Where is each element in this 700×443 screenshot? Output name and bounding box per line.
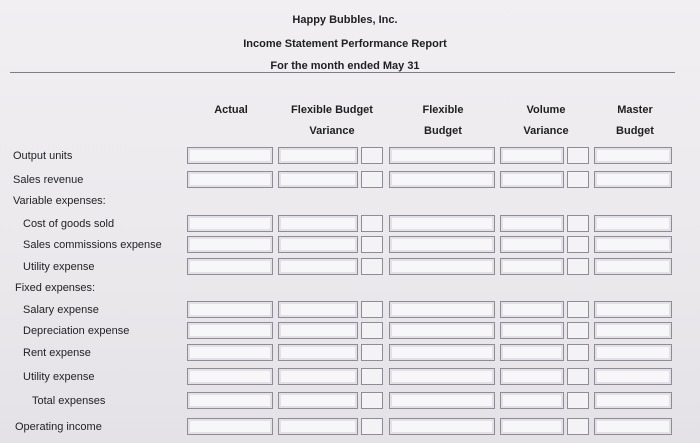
column-header	[280, 100, 384, 142]
master-budget-input[interactable]	[594, 215, 672, 232]
volume-variance-input[interactable]	[500, 171, 564, 188]
column-header-line1: Actual	[214, 104, 248, 116]
master-budget-input[interactable]	[594, 258, 672, 275]
master-budget-input[interactable]	[594, 418, 672, 435]
company-name: Happy Bubbles, Inc.	[292, 14, 398, 26]
volume-variance-input[interactable]	[500, 368, 564, 385]
column-header-line2: Variance	[309, 125, 355, 137]
master-budget-input[interactable]	[594, 171, 672, 188]
flexible-budget-input[interactable]	[389, 147, 495, 164]
flexible-budget-variance-type[interactable]	[361, 147, 383, 164]
actual-input[interactable]	[187, 392, 273, 409]
volume-variance-type[interactable]	[567, 301, 589, 318]
row-label: Variable expenses:	[13, 195, 106, 207]
master-budget-input[interactable]	[594, 344, 672, 361]
volume-variance-input[interactable]	[500, 301, 564, 318]
actual-input[interactable]	[187, 258, 273, 275]
column-header	[205, 100, 257, 121]
flexible-budget-input[interactable]	[389, 236, 495, 253]
flexible-budget-variance-input[interactable]	[278, 368, 358, 385]
column-header-line1: Flexible	[422, 104, 464, 116]
volume-variance-type[interactable]	[567, 392, 589, 409]
flexible-budget-variance-type[interactable]	[361, 301, 383, 318]
row-label: Utility expense	[23, 261, 95, 273]
flexible-budget-input[interactable]	[389, 392, 495, 409]
volume-variance-input[interactable]	[500, 258, 564, 275]
row-label: Depreciation expense	[23, 325, 130, 337]
flexible-budget-variance-input[interactable]	[278, 236, 358, 253]
flexible-budget-variance-type[interactable]	[361, 215, 383, 232]
flexible-budget-variance-input[interactable]	[278, 258, 358, 275]
flexible-budget-variance-type[interactable]	[361, 344, 383, 361]
volume-variance-type[interactable]	[567, 258, 589, 275]
actual-input[interactable]	[187, 147, 273, 164]
volume-variance-input[interactable]	[500, 392, 564, 409]
column-header-line1: Volume	[526, 104, 566, 116]
column-header	[605, 100, 665, 142]
master-budget-input[interactable]	[594, 368, 672, 385]
actual-input[interactable]	[187, 215, 273, 232]
column-header-line2: Variance	[523, 125, 569, 137]
volume-variance-input[interactable]	[500, 344, 564, 361]
flexible-budget-input[interactable]	[389, 215, 495, 232]
report-title: Income Statement Performance Report	[243, 38, 447, 50]
actual-input[interactable]	[187, 301, 273, 318]
actual-input[interactable]	[187, 418, 273, 435]
volume-variance-input[interactable]	[500, 215, 564, 232]
row-label: Cost of goods sold	[23, 218, 115, 230]
flexible-budget-variance-input[interactable]	[278, 215, 358, 232]
flexible-budget-variance-input[interactable]	[278, 301, 358, 318]
flexible-budget-variance-input[interactable]	[278, 147, 358, 164]
volume-variance-type[interactable]	[567, 215, 589, 232]
flexible-budget-variance-type[interactable]	[361, 418, 383, 435]
column-header	[412, 100, 474, 142]
volume-variance-input[interactable]	[500, 147, 564, 164]
actual-input[interactable]	[187, 236, 273, 253]
volume-variance-type[interactable]	[567, 147, 589, 164]
flexible-budget-variance-input[interactable]	[278, 418, 358, 435]
row-label: Utility expense	[23, 371, 95, 383]
master-budget-input[interactable]	[594, 301, 672, 318]
row-label: Operating income	[15, 421, 102, 433]
actual-input[interactable]	[187, 322, 273, 339]
flexible-budget-variance-input[interactable]	[278, 344, 358, 361]
row-label: Salary expense	[23, 304, 99, 316]
report-period: For the month ended May 31	[270, 60, 420, 72]
flexible-budget-input[interactable]	[389, 301, 495, 318]
volume-variance-input[interactable]	[500, 322, 564, 339]
flexible-budget-input[interactable]	[389, 418, 495, 435]
volume-variance-type[interactable]	[567, 418, 589, 435]
flexible-budget-input[interactable]	[389, 258, 495, 275]
row-label: Fixed expenses:	[15, 282, 96, 294]
flexible-budget-variance-input[interactable]	[278, 322, 358, 339]
volume-variance-type[interactable]	[567, 322, 589, 339]
flexible-budget-variance-type[interactable]	[361, 368, 383, 385]
master-budget-input[interactable]	[594, 236, 672, 253]
volume-variance-input[interactable]	[500, 418, 564, 435]
row-label: Total expenses	[32, 395, 106, 407]
row-label: Sales commissions expense	[23, 239, 162, 251]
column-header-line2: Budget	[616, 125, 654, 137]
flexible-budget-input[interactable]	[389, 344, 495, 361]
column-header-line2: Budget	[424, 125, 462, 137]
flexible-budget-input[interactable]	[389, 368, 495, 385]
flexible-budget-variance-type[interactable]	[361, 258, 383, 275]
flexible-budget-variance-type[interactable]	[361, 171, 383, 188]
flexible-budget-variance-input[interactable]	[278, 392, 358, 409]
row-label: Output units	[13, 150, 73, 162]
row-label: Rent expense	[23, 347, 91, 359]
actual-input[interactable]	[187, 368, 273, 385]
flexible-budget-input[interactable]	[389, 171, 495, 188]
flexible-budget-variance-type[interactable]	[361, 322, 383, 339]
column-header-line1: Master	[617, 104, 653, 116]
actual-input[interactable]	[187, 171, 273, 188]
volume-variance-type[interactable]	[567, 236, 589, 253]
master-budget-input[interactable]	[594, 392, 672, 409]
volume-variance-type[interactable]	[567, 368, 589, 385]
master-budget-input[interactable]	[594, 322, 672, 339]
flexible-budget-input[interactable]	[389, 322, 495, 339]
actual-input[interactable]	[187, 344, 273, 361]
flexible-budget-variance-type[interactable]	[361, 392, 383, 409]
volume-variance-input[interactable]	[500, 236, 564, 253]
flexible-budget-variance-input[interactable]	[278, 171, 358, 188]
column-header	[515, 100, 577, 142]
row-label: Sales revenue	[13, 174, 84, 186]
volume-variance-type[interactable]	[567, 171, 589, 188]
flexible-budget-variance-type[interactable]	[361, 236, 383, 253]
header-divider	[10, 72, 675, 73]
column-header-line1: Flexible Budget	[291, 104, 373, 116]
master-budget-input[interactable]	[594, 147, 672, 164]
volume-variance-type[interactable]	[567, 344, 589, 361]
